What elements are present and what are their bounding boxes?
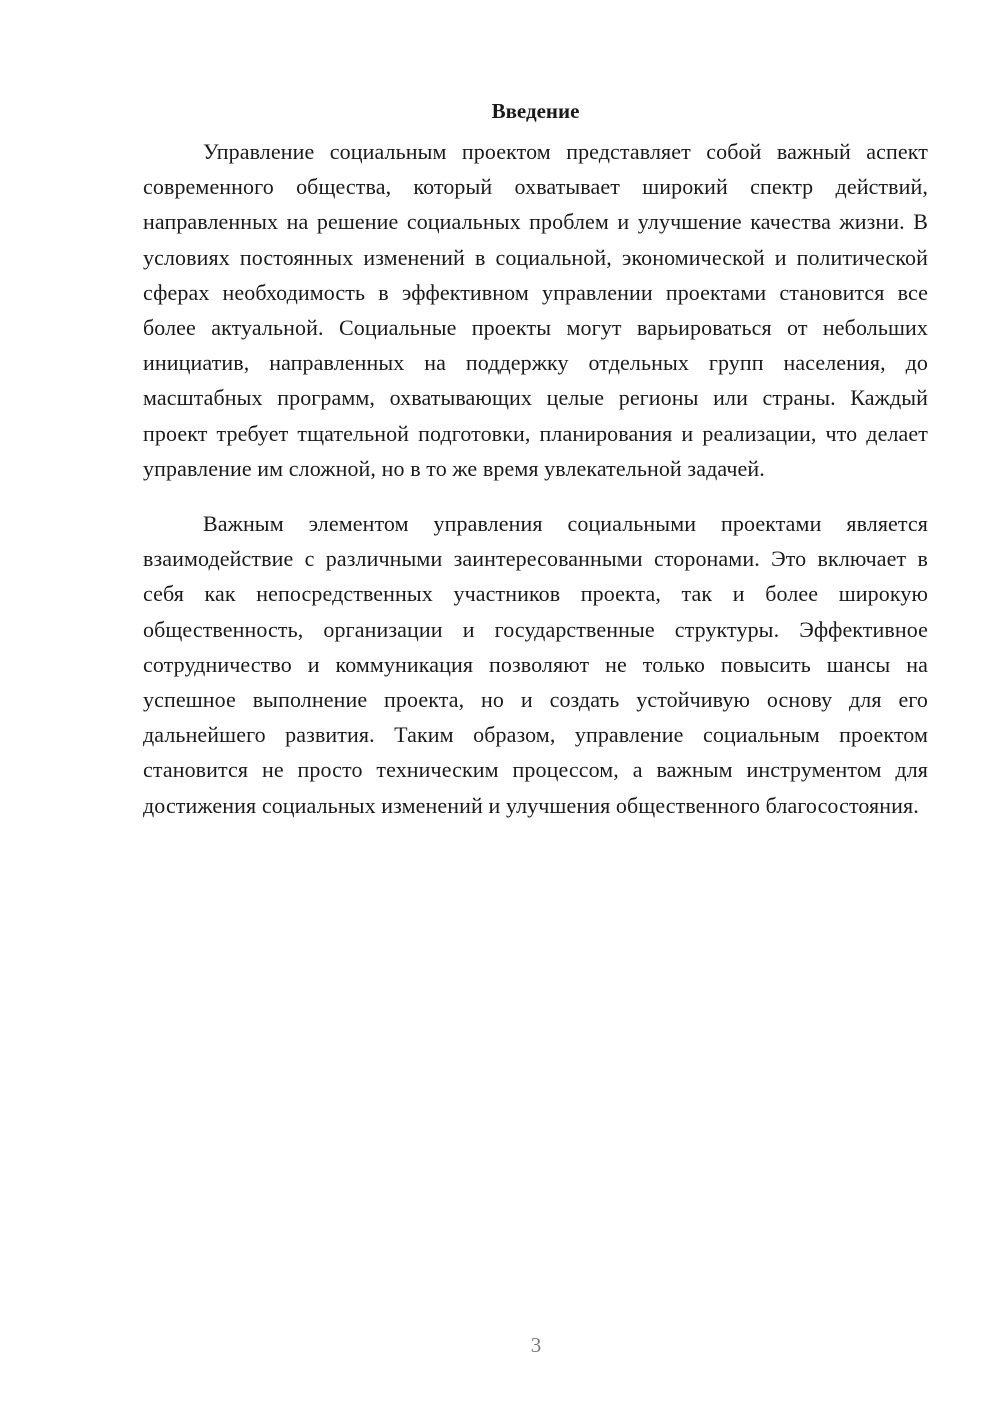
paragraph-1: Управление социальным проектом представляет собой важный аспект современного общества, который охватывает широкий спектр действий, направленных на решение социальных проблем и улучшение качества жизни. В условиях постоянных изменений в социальной, экономической и политической сферах необходимость в эффективном управлении проектами становится все более актуальной. Социальные проекты могут варьироваться от небольших инициатив, направленных на поддержку отдельных групп населения, до масштабных программ, охватывающих целые регионы или страны. Каждый проект требует тщательной подготовки, планирования и реализации, что делает управление им сложной, но в то же время увлекательной задачей.	[143, 139, 928, 481]
page-number: 3	[530, 1333, 542, 1357]
paragraph-2: Важным элементом управления социальными проектами является взаимодействие с различными заинтересованными сторонами. Это включает в себя как непосредственных участников проекта, так и более широкую общественность, организации и государственные структуры. Эффективное сотрудничество и коммуникация позволяют не только повысить шансы на успешное выполнение проекта, но и создать устойчивую основу для его дальнейшего развития. Таким образом, управление социальным проектом становится не просто техническим процессом, а важным инструментом для достижения социальных изменений и улучшения общественного благосостояния.	[143, 511, 928, 818]
page-body	[143, 96, 928, 823]
section-title: Введение	[491, 99, 580, 123]
